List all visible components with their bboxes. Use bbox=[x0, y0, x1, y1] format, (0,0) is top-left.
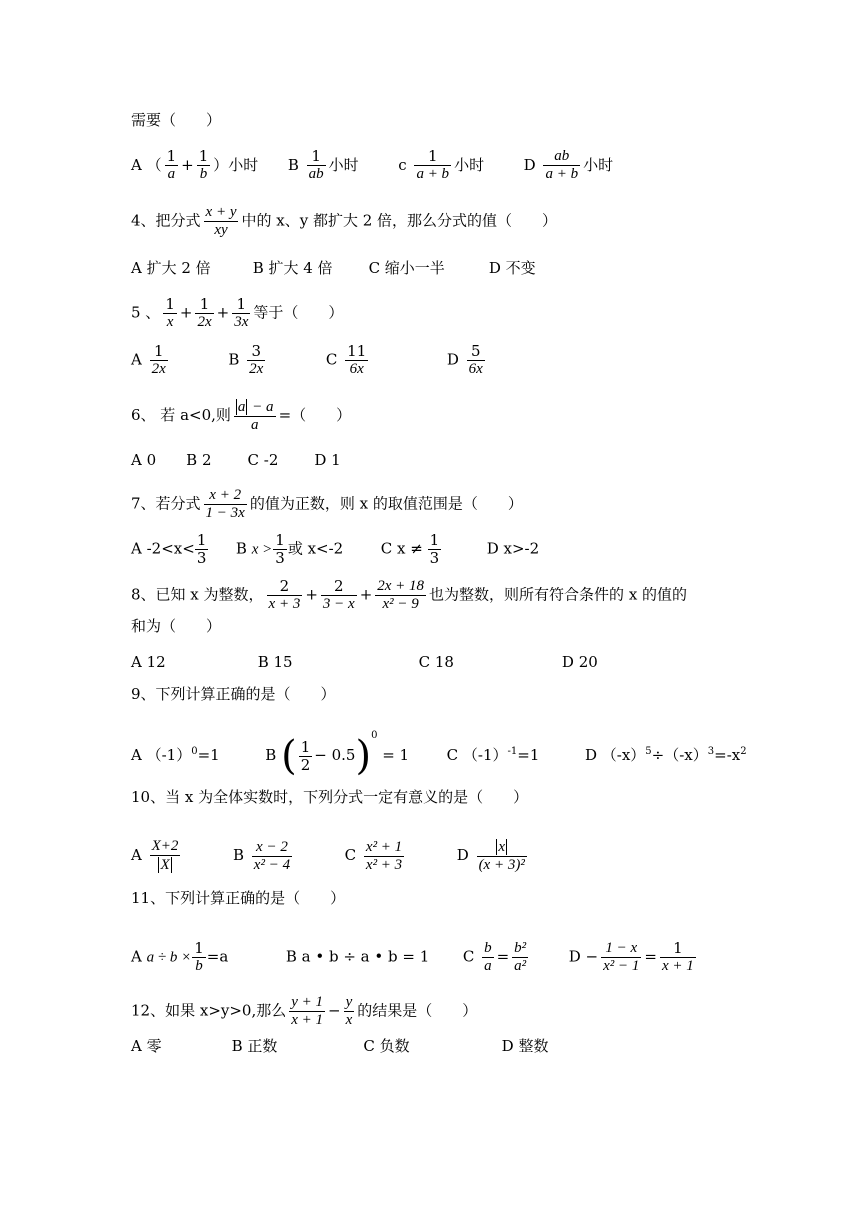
question-5: 5 、 $\frac{1}{x}$ + $\frac{1}{2x}$ + $\frac{1}{3x}$ 等于（ ） bbox=[131, 295, 344, 330]
q4-options: A 扩大 2 倍 B 扩大 4 倍 C 缩小一半 D 不变 bbox=[131, 259, 536, 277]
q10-options: A $\frac{X+2}{X}$ B $\frac{x - 2}{\text{x² − 4}}$ C $\frac{\text{x² + 1}}{\text{x² + 3}}$ D $\frac{x}{\text{(x + 3)²}}$ bbox=[131, 838, 525, 873]
q3-options bbox=[131, 148, 613, 183]
q3-option-d: D $\frac{ab}{a + b}$ 小时 bbox=[523, 148, 614, 182]
question-8-line2: 和为（ ） bbox=[131, 617, 222, 635]
question-8: 8、已知 x 为整数， $\frac{2}{x + 3}$ + $\frac{2}{3 - x}$ + $\frac{2x + 18}{\text{x² − 9}}$ 也为整数，则所有符合条件的 x 的值的 bbox=[131, 577, 688, 612]
q11-options: A a ÷ b × $\frac{1}{b}$ =a B a • b ÷ a • b = 1 C $\frac{b}{a}$ = $\frac{\text{b²}}{\text{a²}}$ D − $\frac{1 - x}{\text{x² − 1}}$ = $\frac{1}{x + 1}$ bbox=[131, 939, 694, 974]
question-7: 7、若分式 $\frac{x + 2}{1 - 3x}$ 的值为正数，则 x 的取值范围是（ ） bbox=[131, 487, 523, 521]
question-9: 9、下列计算正确的是（ ） bbox=[131, 685, 336, 703]
question-tail-need: 需要（ ） bbox=[131, 111, 222, 129]
q7-options: A -2<x< $\frac{1}{3}$ B x > $\frac{1}{3}$ 或 x<-2 C x ≠ $\frac{1}{3}$ D x>-2 bbox=[131, 531, 540, 567]
q3-option-b: B $\frac{1}{ab}$ 小时 bbox=[287, 147, 359, 182]
q6-options: A 0 B 2 C -2 D 1 bbox=[131, 451, 341, 469]
q8-options: A 12 B 15 C 18 D 20 bbox=[131, 653, 598, 671]
question-10: 10、当 x 为全体实数时，下列分式一定有意义的是（ ） bbox=[131, 788, 529, 806]
q3-option-c: c $\frac{1}{a + b}$ 小时 bbox=[398, 147, 485, 182]
question-11: 11、下列计算正确的是（ ） bbox=[131, 889, 346, 907]
q9-options: A $(-1)^0=1$ B ( $\frac{1}{2}$ − 0.5)$^0$ = 1 C $(-1)^{-1}=1$ D $(-x)^5\div(-x)^3=-x^2$ bbox=[131, 730, 747, 779]
question-6: 6、 若 a<0,则 $\frac{a - a}{a}$ =（ ） bbox=[131, 399, 352, 433]
q12-options: A 零 B 正数 C 负数 D 整数 bbox=[131, 1037, 549, 1055]
q3-option-a: A （ $\frac{1}{a}$ + $\frac{1}{b}$ ）小时 bbox=[131, 147, 259, 182]
q5-options: A $\frac{1}{2x}$ B $\frac{3}{2x}$ C $\frac{11}{6x}$ D $\frac{5}{6x}$ bbox=[131, 342, 483, 377]
question-4: 4、把分式 $\frac{x + y}{xy}$ 中的 x、y 都扩大 2 倍，那么分式的值（ ） bbox=[131, 204, 558, 238]
question-12: 12、如果 x>y>0,那么 $\frac{y + 1}{x + 1}$ − $\frac{y}{x}$ 的结果是（ ） bbox=[131, 994, 478, 1028]
